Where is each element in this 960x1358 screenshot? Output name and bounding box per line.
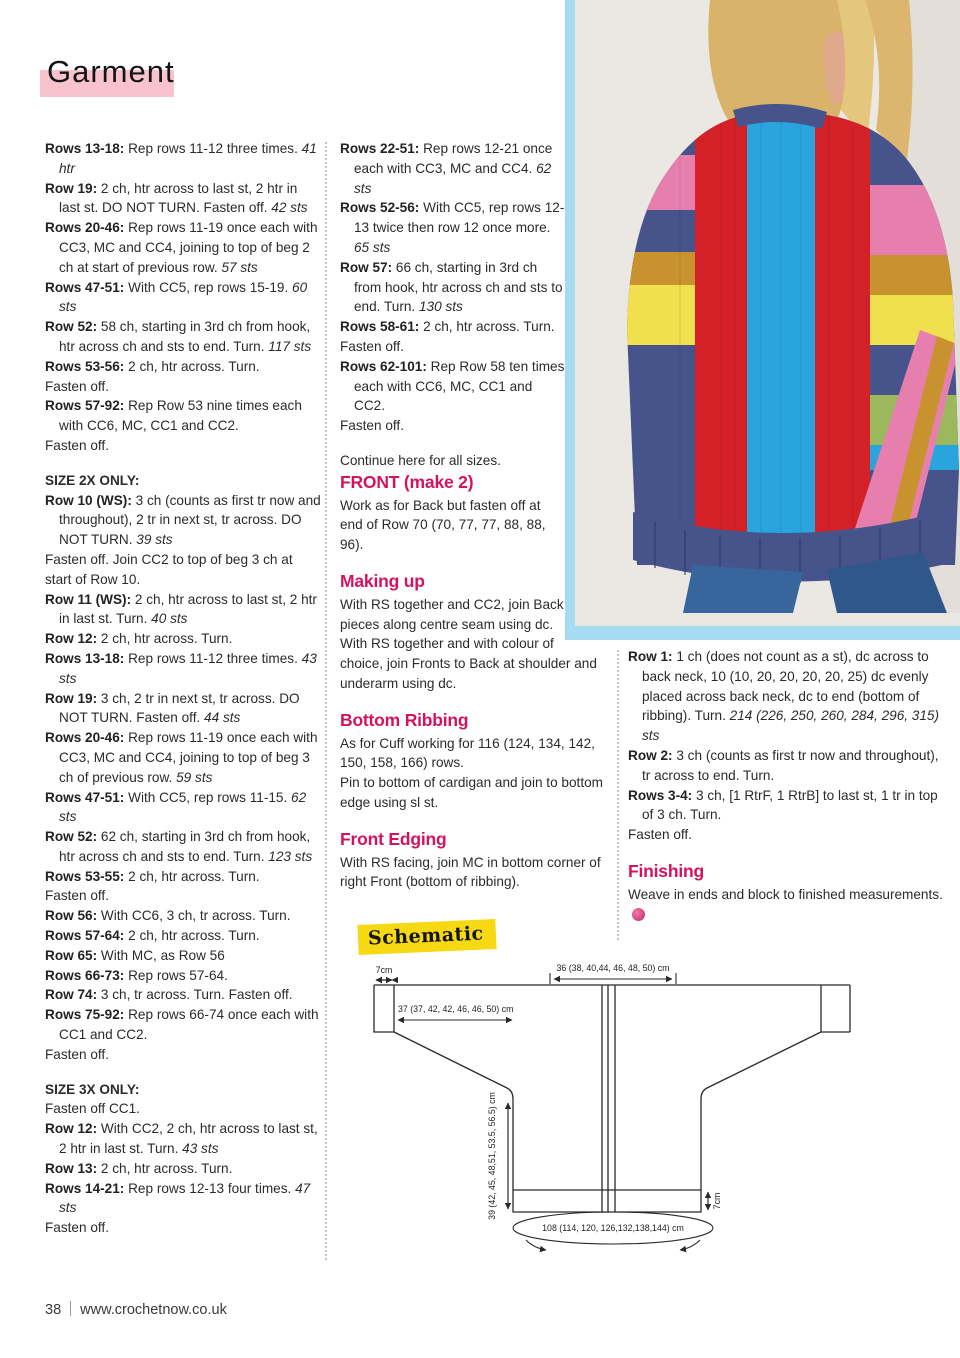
yarn-ball-icon <box>632 908 645 921</box>
pattern-text: Fasten off. <box>45 1220 109 1236</box>
cardigan-photo <box>565 0 960 640</box>
page-title-block <box>40 50 340 110</box>
pattern-text: Rows 13-18: Rep rows 11-12 three times. 43 sts <box>45 650 317 686</box>
spacer <box>340 694 618 709</box>
bottom-ribbing-heading: Bottom Ribbing <box>340 709 469 730</box>
site-url: www.crochetnow.co.uk <box>80 1302 227 1318</box>
page-title: Garment <box>47 54 175 89</box>
garment-outline <box>374 985 850 1212</box>
finishing-heading: Finishing <box>628 860 704 881</box>
spacer <box>628 845 950 860</box>
pattern-text: Rows 57-92: Rep Row 53 nine times each with CC6, MC, CC1 and CC2. <box>45 398 302 434</box>
pattern-text: Rows 14-21: Rep rows 12-13 four times. 47 sts <box>45 1180 311 1216</box>
pattern-text: With RS facing, join MC in bottom corner of right Front (bottom of ribbing). <box>340 854 601 890</box>
pattern-text: Rows 47-51: With CC5, rep rows 11-15. 62 sts <box>45 789 307 825</box>
spacer <box>45 456 321 471</box>
pattern-text: Row 2: 3 ch (counts as first tr now and throughout), tr across to end. Turn. <box>628 747 939 783</box>
pattern-text: Rows 53-55: 2 ch, htr across. Turn. <box>45 868 260 884</box>
pattern-text: Rows 66-73: Rep rows 57-64. <box>45 967 228 983</box>
body-length-label: 39 (42, 45, 48,51, 53.5, 56.5) cm <box>487 1092 497 1220</box>
pattern-column-3 <box>628 647 950 924</box>
pattern-text: Rows 58-61: 2 ch, htr across. Turn. <box>340 319 555 335</box>
pattern-text: Work as for Back but fasten off at end of Row 70 (70, 77, 77, 88, 88, 96). <box>340 497 546 553</box>
pattern-text: Rows 62-101: Rep Row 58 ten times each with CC6, MC, CC1 and CC2. <box>340 358 565 414</box>
pattern-text: Row 12: 2 ch, htr across. Turn. <box>45 631 233 647</box>
pattern-text: Rows 20-46: Rep rows 11-19 once each with CC3, MC and CC4, joining to top of beg 2 ch at start of previous row. 57 sts <box>45 220 318 275</box>
pattern-text: Rows 75-92: Rep rows 66-74 once each with CC1 and CC2. <box>45 1007 319 1043</box>
pattern-text: Rows 52-56: With CC5, rep rows 12-13 twice then row 12 once more. 65 sts <box>340 200 565 255</box>
pattern-text: Rows 3-4: 3 ch, [1 RtrF, 1 RtrB] to last st, 1 tr in top of 3 ch. Turn. <box>628 787 938 823</box>
pattern-text: Rows 57-64: 2 ch, htr across. Turn. <box>45 928 260 944</box>
pattern-text: Fasten off. Join CC2 to top of beg 3 ch at start of Row 10. <box>45 551 293 587</box>
pattern-text: As for Cuff working for 116 (124, 134, 142, 150, 158, 166) rows. <box>340 735 595 771</box>
pattern-text: Row 19: 2 ch, htr across to last st, 2 htr in last st. DO NOT TURN. Fasten off. 42 sts <box>45 180 308 216</box>
pattern-text: Row 11 (WS): 2 ch, htr across to last st, 2 htr in last st. Turn. 40 sts <box>45 591 317 627</box>
pattern-column-2 <box>340 139 618 892</box>
pattern-text: Row 1: 1 ch (does not count as a st), dc across to back neck, 10 (10, 20, 20, 20, 20, 25) dc evenly placed across back neck, dc to end (bottom of ribbing). Turn. 214 (226, 250, 260, 284, 296, 315) sts <box>628 649 940 744</box>
pattern-text: Fasten off. <box>45 378 109 394</box>
pattern-text: Rows 13-18: Rep rows 11-12 three times. 41 htr <box>45 141 317 176</box>
back-width-label: 36 (38, 40,44, 46, 48, 50) cm <box>556 963 670 973</box>
column-separator <box>325 142 327 1260</box>
pattern-text: Fasten off. <box>340 418 404 434</box>
pattern-text: Row 10 (WS): 3 ch (counts as first tr now and throughout), 2 tr in next st, tr across. DO NOT TURN. 39 sts <box>45 492 321 548</box>
cuff-width-label: 7cm <box>375 965 393 975</box>
pattern-text: Weave in ends and block to finished measurements. <box>628 885 950 925</box>
front-edging-heading: Front Edging <box>340 828 447 849</box>
schematic-diagram <box>358 960 858 1260</box>
spacer <box>340 813 618 828</box>
pattern-text: Fasten off. <box>340 338 404 354</box>
pattern-text: Row 52: 62 ch, starting in 3rd ch from hook, htr across ch and sts to end. Turn. 123 sts <box>45 829 313 864</box>
making-up-heading: Making up <box>340 570 425 591</box>
pattern-text: Fasten off CC1. <box>45 1101 140 1117</box>
column-separator <box>617 650 619 940</box>
pattern-text: Row 12: With CC2, 2 ch, htr across to last st, 2 htr in last st. Turn. 43 sts <box>45 1121 318 1157</box>
pattern-text: Fasten off. <box>45 437 109 453</box>
pattern-text: Rows 20-46: Rep rows 11-19 once each with CC3, MC and CC4, joining to top of beg 3 ch of previous row. 59 sts <box>45 730 318 785</box>
schematic-label: Schematic <box>357 919 496 955</box>
pattern-text: Continue here for all sizes. <box>340 452 501 468</box>
pattern-text: Row 74: 3 ch, tr across. Turn. Fasten off. <box>45 987 293 1003</box>
spacer <box>45 1065 321 1080</box>
sleeve-length-label: 37 (37, 42, 42, 46, 46, 50) cm <box>398 1004 514 1014</box>
pattern-text: Fasten off. <box>628 827 692 843</box>
pattern-text: Row 19: 3 ch, 2 tr in next st, tr across. DO NOT TURN. Fasten off. 44 sts <box>45 690 300 726</box>
pattern-text: Fasten off. <box>45 888 109 904</box>
photo-spacer <box>565 139 618 643</box>
pattern-text: Row 57: 66 ch, starting in 3rd ch from hook, htr across ch and sts to end. Turn. 130 sts <box>340 259 563 315</box>
pattern-column-1 <box>45 139 321 1238</box>
pattern-text: Rows 22-51: Rep rows 12-21 once each with CC3, MC and CC4. 62 sts <box>340 141 553 196</box>
pattern-text: Row 52: 58 ch, starting in 3rd ch from hook, htr across ch and sts to end. Turn. 117 sts <box>45 319 312 354</box>
page-footer <box>45 1301 227 1318</box>
pattern-text: Rows 53-56: 2 ch, htr across. Turn. <box>45 358 260 374</box>
pattern-text: Pin to bottom of cardigan and join to bottom edge using sl st. <box>340 775 603 810</box>
pattern-text: Rows 47-51: With CC5, rep rows 15-19. 60 sts <box>45 279 308 315</box>
footer-divider <box>70 1301 71 1316</box>
pattern-text: Fasten off. <box>45 1046 109 1062</box>
pattern-text: Row 56: With CC6, 3 ch, tr across. Turn. <box>45 908 291 924</box>
pattern-text: Row 65: With MC, as Row 56 <box>45 947 225 963</box>
pattern-text: With RS together and CC2, join Back pieces along centre seam using dc. With RS together and with colour of choice, join Fronts to Back at shoulder and underarm using dc. <box>340 596 597 691</box>
size-subheading: SIZE 2X ONLY: <box>45 472 140 488</box>
ribbing-depth-label: 7cm <box>712 1192 722 1210</box>
front-heading: FRONT (make 2) <box>340 471 474 492</box>
pattern-text: Row 13: 2 ch, htr across. Turn. <box>45 1160 233 1176</box>
total-width-label: 108 (114, 120, 126,132,138,144) cm <box>542 1223 684 1233</box>
size-subheading: SIZE 3X ONLY: <box>45 1081 140 1097</box>
cardigan-illustration <box>575 0 960 613</box>
page-number: 38 <box>45 1302 62 1318</box>
